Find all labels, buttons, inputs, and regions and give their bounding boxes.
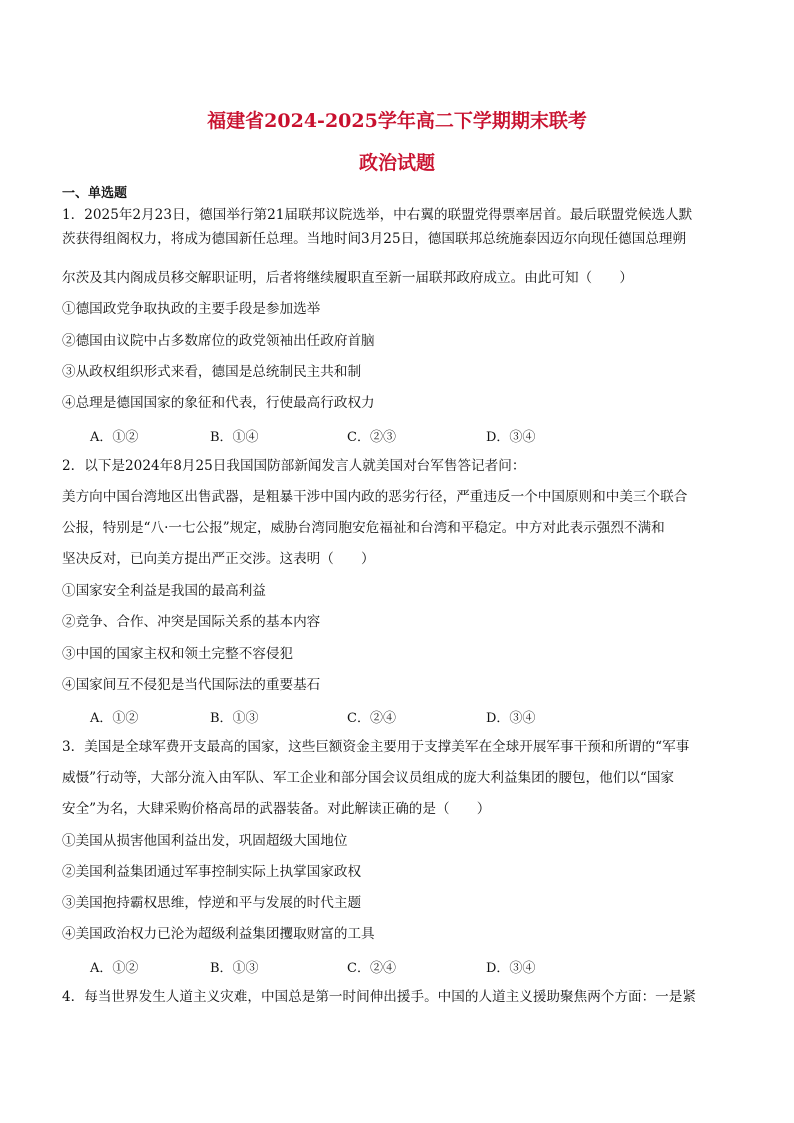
q2-options <box>90 707 650 725</box>
q1-stem-line-2: 茨获得组阁权力，将成为德国新任总理。当地时间3月25日，德国联邦总统施泰因迈尔向现任德国总理朔 <box>62 231 687 247</box>
q3-item-2: ②美国利益集团通过军事控制实际上执掌国家政权 <box>62 864 362 880</box>
q1-option-b[interactable]: B．①④ <box>210 430 259 445</box>
q2-option-c[interactable]: C．②④ <box>347 711 396 726</box>
q3-options <box>90 957 650 975</box>
q2-option-a[interactable]: A．①② <box>90 711 139 726</box>
q1-option-d[interactable]: D．③④ <box>486 430 536 445</box>
q3-item-4: ④美国政治权力已沦为超级利益集团攫取财富的工具 <box>62 926 375 942</box>
q2-stem-line-1: 2．以下是2024年8月25日我国国防部新闻发言人就美国对台军售答记者问： <box>62 458 526 474</box>
q2-stem-line-4: 坚决反对，已向美方提出严正交涉。这表明（ ） <box>62 551 375 567</box>
q2-stem-line-3: 公报，特别是“八·一七公报”规定，威胁台湾同胞安危福祉和台湾和平稳定。中方对此表示强烈不满和 <box>62 520 665 536</box>
q3-option-b[interactable]: B．①③ <box>210 961 259 976</box>
section-heading: 一、单选题 <box>62 186 128 201</box>
q3-stem-line-2: 威慑”行动等，大部分流入由军队、军工企业和部分国会议员组成的庞大利益集团的腰包，他们以“国家 <box>62 770 675 786</box>
q1-option-a[interactable]: A．①② <box>90 430 139 445</box>
q1-options <box>90 426 650 444</box>
q1-item-1: ①德国政党争取执政的主要手段是参加选举 <box>62 301 321 317</box>
q2-item-1: ①国家安全利益是我国的最高利益 <box>62 583 266 599</box>
q1-stem-line-3: 尔茨及其内阁成员移交解职证明，后者将继续履职直至新一届联邦政府成立。由此可知（ ） <box>62 270 633 286</box>
q2-option-b[interactable]: B．①③ <box>210 711 259 726</box>
q3-item-1: ①美国从损害他国利益出发，巩固超级大国地位 <box>62 833 348 849</box>
q3-stem-line-1: 3．美国是全球军费开支最高的国家，这些巨额资金主要用于支撑美军在全球开展军事干预和所谓的“军事 <box>62 739 690 755</box>
exam-title: 福建省2024-2025学年高二下学期期末联考 <box>207 110 587 132</box>
q1-item-2: ②德国由议院中占多数席位的政党领袖出任政府首脑 <box>62 333 375 349</box>
q3-item-3: ③美国抱持霸权思维，悖逆和平与发展的时代主题 <box>62 895 362 911</box>
q2-item-3: ③中国的国家主权和领土完整不容侵犯 <box>62 646 294 662</box>
q1-option-c[interactable]: C．②③ <box>347 430 396 445</box>
q1-item-3: ③从政权组织形式来看，德国是总统制民主共和制 <box>62 364 362 380</box>
q3-option-a[interactable]: A．①② <box>90 961 139 976</box>
q2-item-2: ②竞争、合作、冲突是国际关系的基本内容 <box>62 614 321 630</box>
q1-item-4: ④总理是德国国家的象征和代表，行使最高行政权力 <box>62 395 375 411</box>
q3-option-d[interactable]: D．③④ <box>486 961 536 976</box>
exam-subject: 政治试题 <box>358 152 435 174</box>
q2-item-4: ④国家间互不侵犯是当代国际法的重要基石 <box>62 677 321 693</box>
q3-stem-line-3: 安全”为名，大肆采购价格高昂的武器装备。对此解读正确的是（ ） <box>62 801 491 817</box>
q3-option-c[interactable]: C．②④ <box>347 961 396 976</box>
q2-stem-line-2: 美方向中国台湾地区出售武器，是粗暴干涉中国内政的恶劣行径，严重违反一个中国原则和中美三个联合 <box>62 489 688 505</box>
q4-stem-line-1: 4．每当世界发生人道主义灾难，中国总是第一时间伸出援手。中国的人道主义援助聚焦两个方面：一是紧 <box>62 989 696 1005</box>
q2-option-d[interactable]: D．③④ <box>486 711 536 726</box>
q1-stem-line-1: 1．2025年2月23日，德国举行第21届联邦议院选举，中右翼的联盟党得票率居首。最后联盟党候选人默 <box>62 207 693 223</box>
